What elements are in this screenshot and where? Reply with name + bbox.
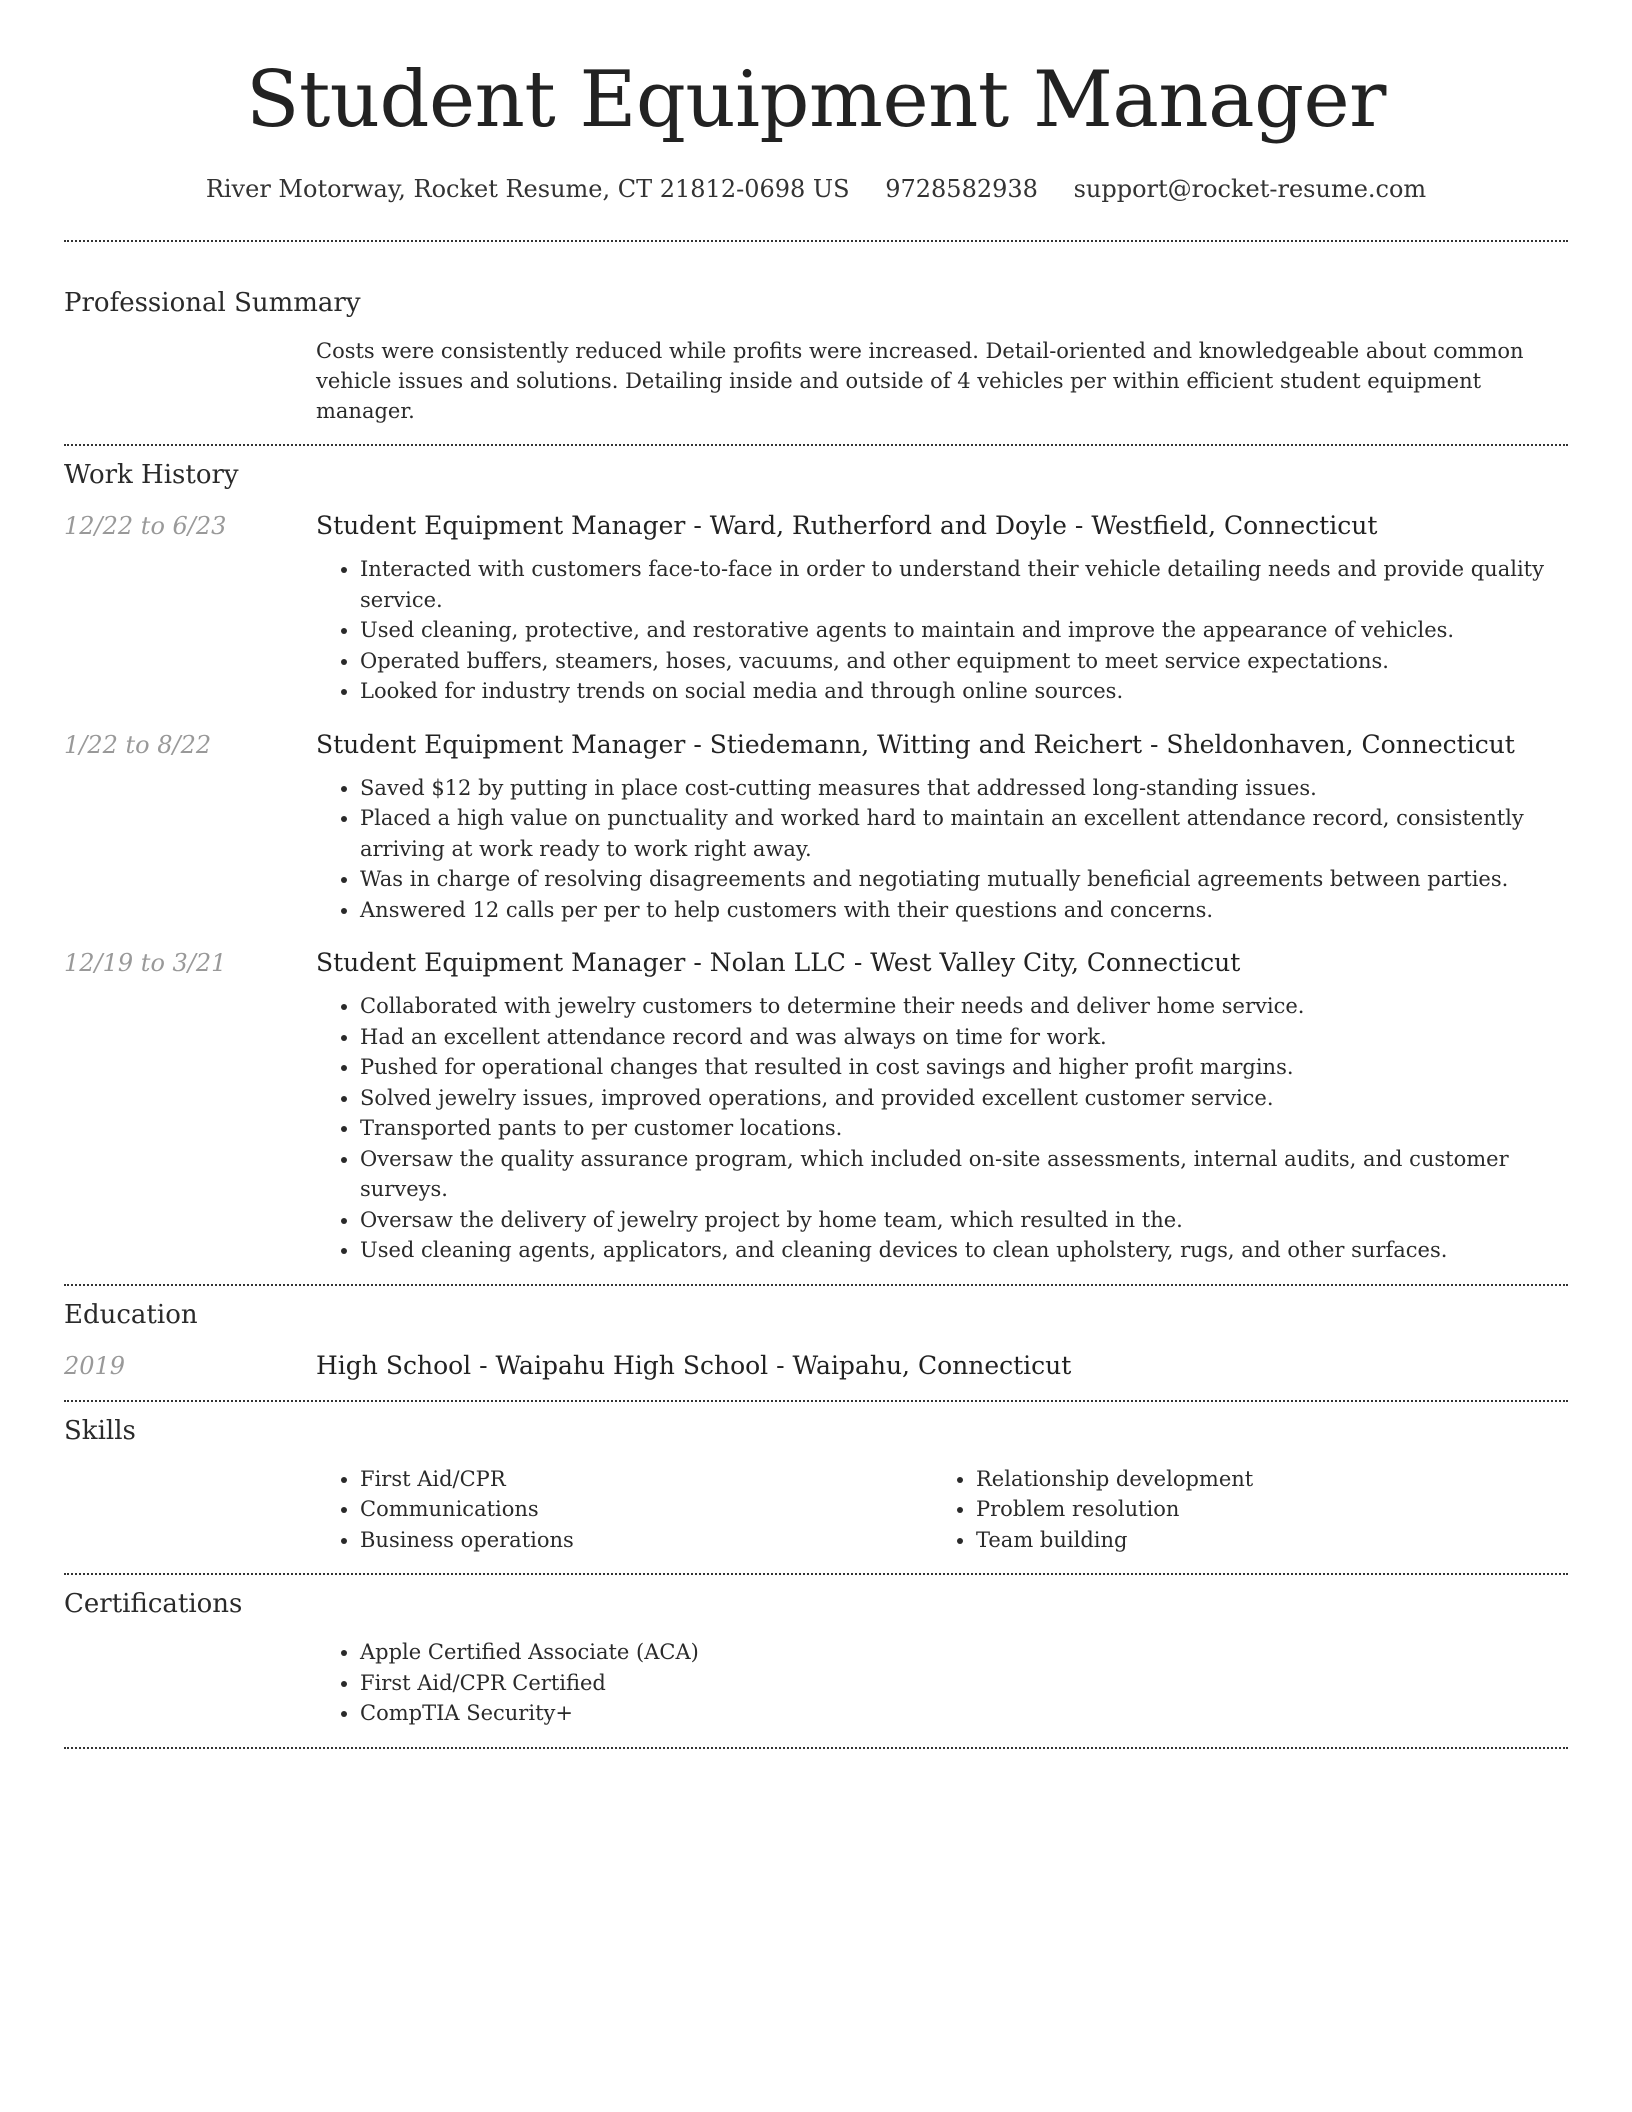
- contact-line: [64, 172, 1568, 206]
- job-bullet: • Had an excellent attendance record and was always on time for work.: [360, 1022, 1568, 1053]
- work-history-section: [64, 446, 1568, 1284]
- certification-list: [316, 1637, 1568, 1729]
- certification-item: • First Aid/CPR Certified: [360, 1668, 1568, 1699]
- summary-heading: Professional Summary: [64, 288, 361, 318]
- skill-item: • Problem resolution: [976, 1494, 1548, 1525]
- contact-address: River Motorway, Rocket Resume, CT 21812-0698 US: [205, 175, 850, 203]
- job-bullets: [316, 554, 1568, 707]
- section-divider: [64, 1747, 1568, 1749]
- skill-item: • Team building: [976, 1525, 1548, 1556]
- job-bullet: • Looked for industry trends on social media and through online sources.: [360, 676, 1568, 707]
- skills-grid: [316, 1464, 1568, 1556]
- job-bullet: • Pushed for operational changes that resulted in cost savings and higher profit margins.: [360, 1052, 1568, 1083]
- job-bullet: • Saved $12 by putting in place cost-cutting measures that addressed long-standing issues.: [360, 773, 1568, 804]
- summary-text: Costs were consistently reduced while profits were increased. Detail-oriented and knowledgeable about common vehicle issues and solutions. Detailing inside and outside of 4 vehicles per within efficient student equipment manager.: [316, 339, 1524, 423]
- education-entry: [64, 1350, 1568, 1382]
- candidate-name: Student Equipment Manager: [246, 55, 1386, 145]
- summary-section: [64, 242, 1568, 444]
- education-content: [316, 1350, 1568, 1382]
- job-bullet: • Used cleaning, protective, and restorative agents to maintain and improve the appearance of vehicles.: [360, 615, 1568, 646]
- job-dates: 12/22 to 6/23: [64, 512, 227, 540]
- job-bullet: • Oversaw the quality assurance program, which included on-site assessments, internal audits, and customer surveys.: [360, 1144, 1568, 1205]
- education-heading: Education: [64, 1299, 198, 1330]
- job-bullet: • Transported pants to per customer locations.: [360, 1113, 1568, 1144]
- job-content: [316, 510, 1568, 707]
- education-heading-line: High School - Waipahu High School - Waipahu, Connecticut: [316, 1350, 1072, 1380]
- job-heading: Student Equipment Manager - Ward, Rutherford and Doyle - Westfield, Connecticut: [316, 511, 1378, 540]
- skills-column-right: [932, 1464, 1548, 1556]
- job-dates: 1/22 to 8/22: [64, 730, 212, 759]
- certifications-heading: Certifications: [64, 1589, 243, 1619]
- job-heading: Student Equipment Manager - Stiedemann, Witting and Reichert - Sheldonhaven, Connecticut: [316, 729, 1515, 759]
- job-bullet: • Used cleaning agents, applicators, and cleaning devices to clean upholstery, rugs, and other surfaces.: [360, 1235, 1568, 1266]
- job-bullets: [316, 773, 1568, 926]
- job-entry: [64, 510, 1568, 707]
- skill-item: • First Aid/CPR: [360, 1464, 932, 1495]
- work-history-heading: Work History: [64, 460, 239, 490]
- job-list: [64, 510, 1568, 1266]
- job-bullet: • Was in charge of resolving disagreements and negotiating mutually beneficial agreements between parties.: [360, 864, 1568, 895]
- certifications-section: [64, 1575, 1568, 1747]
- skill-item: • Relationship development: [976, 1464, 1548, 1495]
- job-bullet: • Oversaw the delivery of jewelry project by home team, which resulted in the.: [360, 1205, 1568, 1236]
- resume-header: [64, 0, 1568, 206]
- education-section: [64, 1286, 1568, 1400]
- skill-item: • Business operations: [360, 1525, 932, 1556]
- job-bullet: • Operated buffers, steamers, hoses, vacuums, and other equipment to meet service expectations.: [360, 646, 1568, 677]
- job-bullet: • Collaborated with jewelry customers to determine their needs and deliver home service.: [360, 991, 1568, 1022]
- job-content: [316, 947, 1568, 1266]
- skills-column-left: [316, 1464, 932, 1556]
- education-year: 2019: [64, 1351, 126, 1380]
- skill-item: • Communications: [360, 1494, 932, 1525]
- job-bullets: [316, 991, 1568, 1266]
- job-entry: [64, 947, 1568, 1266]
- job-bullet: • Placed a high value on punctuality and worked hard to maintain an excellent attendance record, consistently arriving at work ready to work right away.: [360, 803, 1568, 864]
- contact-phone: 9728582938: [885, 175, 1038, 203]
- certification-item: • Apple Certified Associate (ACA): [360, 1637, 1568, 1668]
- job-bullet: • Answered 12 calls per per to help customers with their questions and concerns.: [360, 895, 1568, 926]
- skills-section: [64, 1402, 1568, 1574]
- job-content: [316, 729, 1568, 926]
- contact-email: support@rocket-resume.com: [1073, 175, 1427, 203]
- job-dates: 12/19 to 3/21: [64, 949, 227, 977]
- certification-item: • CompTIA Security+: [360, 1698, 1568, 1729]
- job-bullet: • Interacted with customers face-to-face in order to understand their vehicle detailing needs and provide quality service.: [360, 554, 1568, 615]
- job-entry: [64, 729, 1568, 926]
- skills-heading: Skills: [64, 1415, 136, 1446]
- job-heading: Student Equipment Manager - Nolan LLC - West Valley City, Connecticut: [316, 948, 1241, 977]
- job-bullet: • Solved jewelry issues, improved operations, and provided excellent customer service.: [360, 1083, 1568, 1114]
